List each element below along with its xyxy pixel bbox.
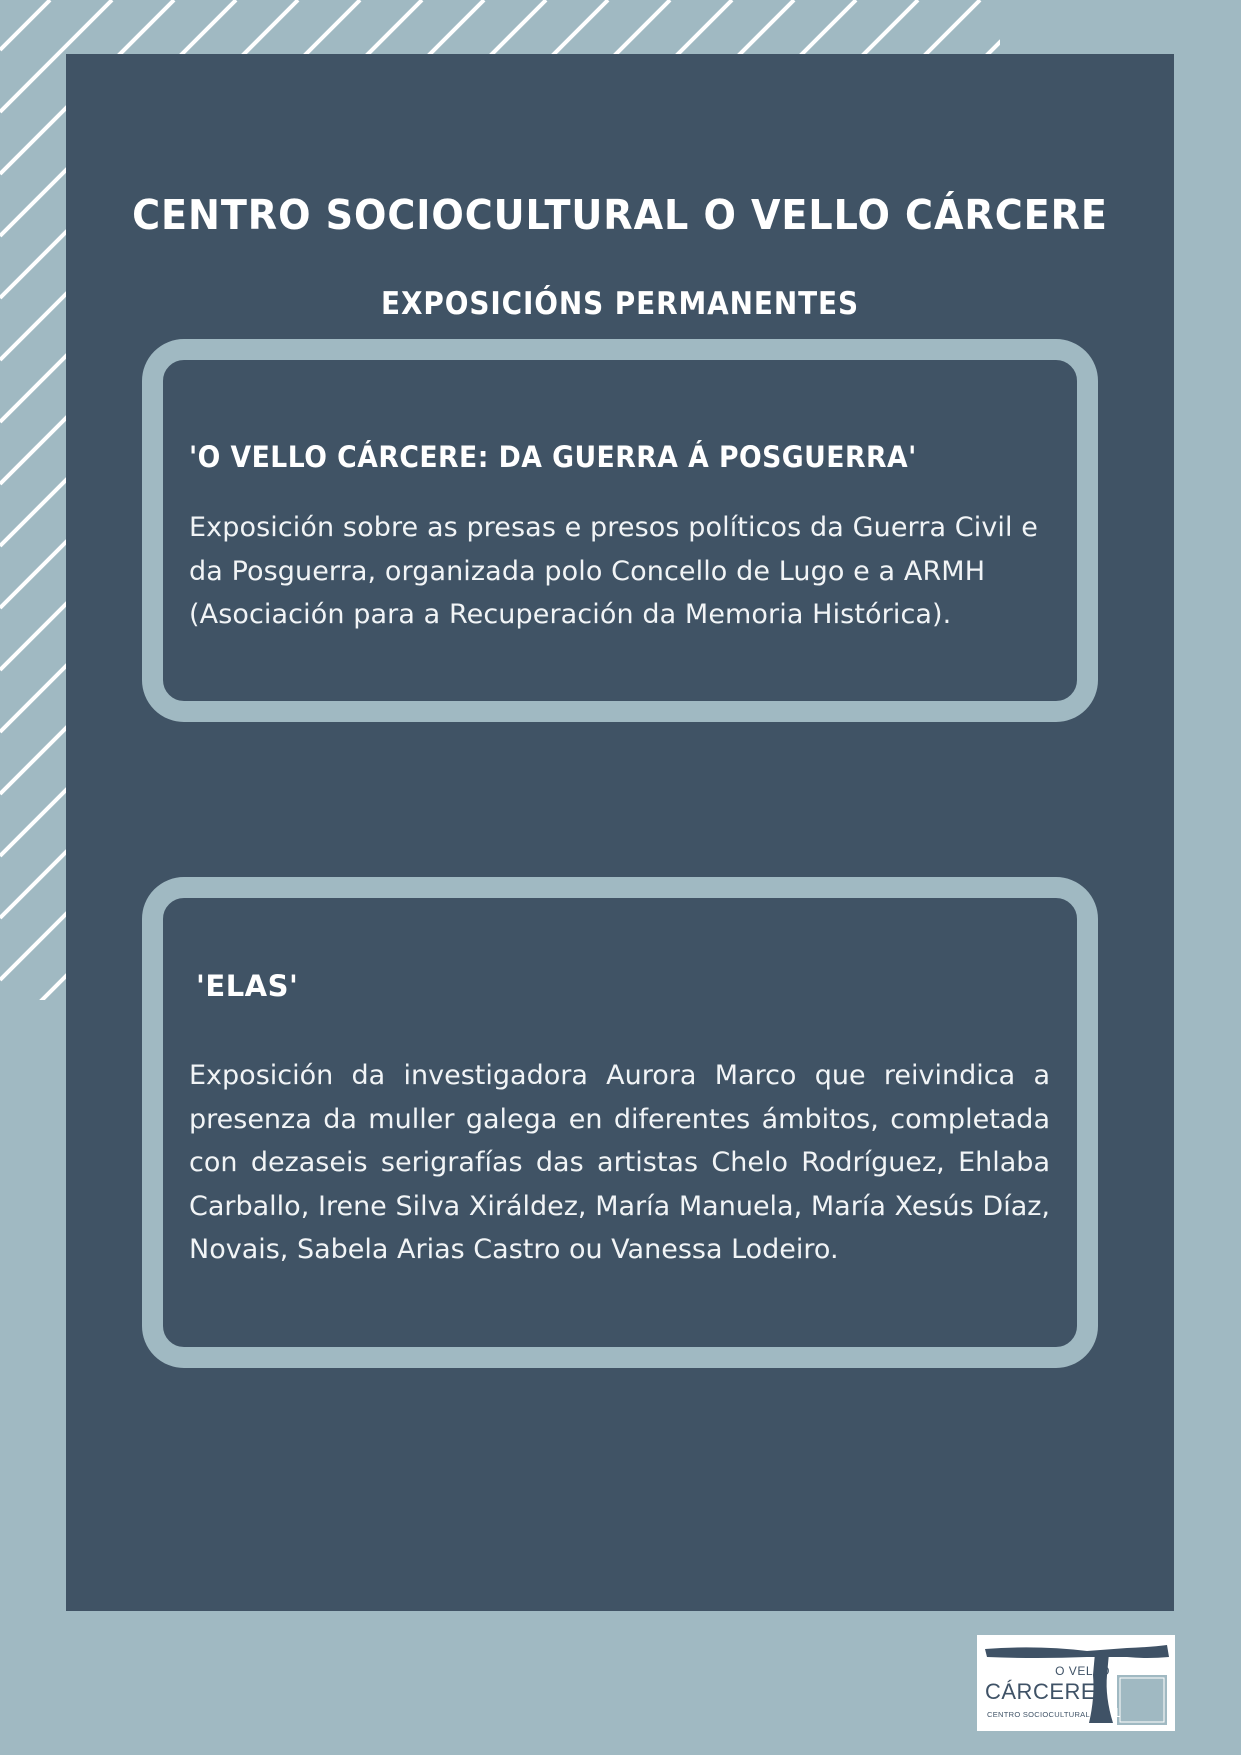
page-title: CENTRO SOCIOCULTURAL O VELLO CÁRCERE	[132, 191, 1108, 239]
exhibition-card-vello-carcere	[142, 339, 1098, 722]
vello-carcere-logo	[977, 1635, 1175, 1731]
stripe-line	[0, 0, 50, 50]
logo-sub-text: CENTRO SOCIOCULTURAL	[987, 1710, 1090, 1719]
page-number: 1	[1113, 1705, 1121, 1720]
exhibition-description: Exposición sobre as presas e presos políticos da Guerra Civil e da Posguerra, organizada polo Concello de Lugo e a ARMH (Asociación para a Recuperación da Memoria Histórica).	[189, 512, 1039, 630]
exhibition-heading: 'ELAS'	[196, 969, 299, 1003]
exhibition-description: Exposición da investigadora Aurora Marco que reivindica a presenza da muller galega en diferentes ámbitos, completada con dezaseis serigrafías das artistas Chelo Rodríguez, Ehlaba Carballo, Irene Silva Xiráldez, María Manuela, María Xesús Díaz, Novais, Sabela Arias Castro ou Vanessa Lodeiro.	[189, 1060, 1050, 1265]
exhibition-heading: 'O VELLO CÁRCERE: DA GUERRA Á POSGUERRA'	[189, 440, 917, 474]
main-panel	[66, 54, 1174, 1611]
page-subtitle: EXPOSICIÓNS PERMANENTES	[381, 286, 859, 322]
logo-small-text: O VELLO	[1055, 1664, 1110, 1678]
logo-main-text: CÁRCERE	[985, 1679, 1097, 1704]
exhibition-card-elas	[142, 877, 1098, 1368]
